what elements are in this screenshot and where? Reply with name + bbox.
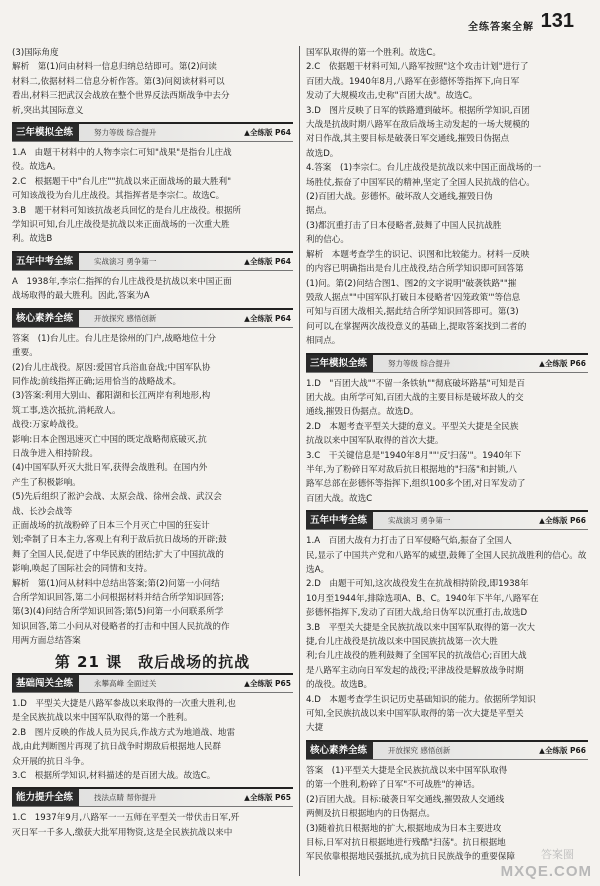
text-line: 可知该战役为台儿庄战役。其指挥者是李宗仁。故选C。 (12, 191, 225, 202)
text-line: (2)百团大战。彭德怀。破坏敌人交通线,摧毁日伪 (306, 192, 493, 203)
text-line: 役。故选A。 (12, 162, 61, 173)
column-divider (299, 46, 300, 876)
section-tag: 五年中考全练 (12, 253, 79, 270)
text-line: 相同点。 (306, 336, 341, 347)
text-line: 国军队取得的第一个胜利。故选C。 (306, 48, 441, 58)
answer-block (306, 46, 588, 349)
text-line: 是全民族抗战以来中国军队取得的第一个胜利。 (12, 713, 193, 724)
watermark-main: MXQE.COM (500, 863, 592, 880)
text-line: 抗战以来中国军队取得的首次大捷。 (306, 436, 444, 447)
text-line: 日战争进入相持阶段。 (12, 448, 98, 459)
section-header-five-year (12, 251, 293, 271)
text-line: 第(3)(4)问结合所学知识回答;第(5)问第一小问联系所学 (12, 607, 224, 618)
page-number: 131 (540, 10, 574, 32)
text-line: 捷,台儿庄战役是抗战以来中国民族抗战第一次大胜 (306, 637, 498, 648)
text-line: 众开展的抗日斗争。 (12, 756, 90, 767)
text-line: 目标,日军对抗日根据地进行残酷"扫荡"。抗日根据地 (306, 837, 506, 848)
text-line: 战场取得的最大胜利。因此,答案为A (12, 291, 150, 302)
answer-block (306, 534, 588, 736)
text-line: 4.D 本题考查学生识记历史基础知识的能力。依据所学知识 (306, 694, 536, 705)
section-subtitle: 努力等级 综合提升 (94, 128, 157, 138)
section-ref: ▲全练版 P64 (244, 256, 291, 266)
text-line: 半年,为了粉碎日军对敌后抗日根据地的"扫荡"和封锁,八 (306, 464, 518, 475)
watermark-sub: 答案圈 (541, 848, 574, 861)
text-line: 故选D。 (306, 148, 339, 159)
text-line: (3)答案:利用大别山、鄱阳湖和长江两岸有利地形,构 (12, 391, 211, 402)
text-line: 材料二,依据材料二信息分析作答。第(3)问阅读材料可以 (12, 76, 225, 87)
text-line: 2.D 由题干可知,这次战役发生在抗战相持阶段,即1938年 (306, 579, 529, 590)
text-line: 通线,摧毁日伪据点。故选D。 (306, 407, 419, 418)
text-line: 影响:日本企图迅速灭亡中国的既定战略彻底破灭,抗 (12, 434, 207, 445)
text-line: (2)台儿庄战役。原因:爱国官兵浴血奋战;中国军队协 (12, 362, 211, 373)
text-line: 场胜仗,振奋了中国军民的精神,坚定了全国人民抗战的信心。 (306, 177, 535, 188)
text-line: 1.A 由题干材料中的人物李宗仁可知"战果"是指台儿庄战 (12, 148, 232, 159)
text-line: 解析 第(1)问从材料中总结出答案;第(2)问第一小问结 (12, 578, 220, 589)
text-line: 4.答案 (1)李宗仁。台儿庄战役是抗战以来中国正面战场的一 (306, 163, 542, 174)
text-line: 1.C 1937年9月,八路军一一五师在平型关一带伏击日军,歼 (12, 813, 240, 824)
text-line: 战、长沙会战等 (12, 506, 73, 517)
text-line: 彭德怀指挥下,发动了百团大战,给日伪军以沉重打击,故选D (306, 608, 528, 619)
section-subtitle: 实战演习 勇争第一 (94, 256, 157, 266)
text-line: (3)随着抗日根据地的扩大,根据地成为日本主要进攻 (306, 823, 502, 834)
section-subtitle: 永攀高峰 全面过关 (94, 679, 157, 689)
text-line: 产生了积极影响。 (12, 477, 81, 488)
section-header-basic (12, 673, 293, 693)
text-line: 战役:万家岭战役。 (12, 420, 84, 431)
text-line: 正面战场的抗战粉碎了日本三个月灭亡中国的狂妄计 (12, 520, 210, 531)
text-line: 2.B 图片反映的作战人员为民兵,作战方式为地道战、地雷 (12, 727, 236, 738)
watermark (486, 846, 596, 882)
text-line: 重要。 (12, 348, 38, 359)
text-line: 划;牵制了日本主力,客观上有利于敌后抗日战场的开辟;鼓 (12, 535, 227, 546)
section-ref: ▲全练版 P66 (539, 516, 586, 526)
text-line: 利的信心。 (306, 235, 349, 246)
answer-block (12, 275, 293, 304)
text-line: 析,突出其国际意义 (12, 105, 84, 116)
text-line: (3)都沉重打击了日本侵略者,鼓舞了中国人民抗战胜 (306, 220, 502, 231)
section-tag: 三年模拟全练 (306, 355, 373, 372)
text-line: 答案 (1)平型关大捷是全民族抗战以来中国军队取得 (306, 765, 508, 776)
text-line: 3.B 平型关大捷是全民族抗战以来中国军队取得的第一次大 (306, 622, 535, 633)
text-line: 合所学知识回答,第二小问根据材料并结合所学知识回答; (12, 593, 224, 603)
section-tag: 三年模拟全练 (12, 124, 79, 141)
section-tag: 核心素养全练 (306, 742, 373, 759)
text-line: 民,显示了中国共产党和八路军的威望,鼓舞了全国人民抗战胜利的信心。故选A。 (306, 550, 587, 575)
text-line: 3.C 根据所学知识,材料描述的是百团大战。故选C。 (12, 771, 216, 782)
text-line: 战,由此判断图片再现了抗日战争时期敌后根据地人民群 (12, 742, 221, 753)
text-line: 是八路军主动向日军发起的战役;平津战役是解放战争时期 (306, 665, 524, 676)
text-line: 3.D 图片反映了日军的铁路遭到破坏。根据所学知识,百团 (306, 105, 530, 116)
text-line: (2)百团大战。目标:破袭日军交通线,摧毁敌人交通线 (306, 794, 505, 805)
text-line: 的第一个胜利,粉碎了日军"不可战胜"的神话。 (306, 780, 480, 791)
text-line: 1.D 平型关大捷是八路军参战以来取得的一次重大胜利,也 (12, 699, 236, 710)
text-line: 百团大战。故选C (306, 493, 373, 504)
section-subtitle: 努力等级 综合提升 (388, 358, 451, 368)
text-line: (5)先后组织了淞沪会战、太原会战、徐州会战、武汉会 (12, 492, 222, 503)
text-line: 百团大战。1940年8月,八路军在彭德怀等指挥下,向日军 (306, 76, 520, 87)
text-line: 3.C 干关键信息是"1940年8月""'反'扫荡'"。1940年下 (306, 450, 522, 461)
text-line: 大捷 (306, 723, 324, 734)
text-line: 灭日军一千多人,缴获大批军用物资,这是全民族抗战以来中 (12, 827, 233, 838)
text-line: 同作战;前线指挥正确;运用恰当的战略战术。 (12, 376, 182, 387)
left-column (12, 46, 293, 840)
text-line: 路军总部在彭德怀等指挥下,组织100多个团,对日军发动了 (306, 479, 526, 490)
text-line: 军民依靠根据地民强抵抗,成为抗日民族战争的重要保障 (306, 852, 515, 863)
text-line: A 1938年,李宗仁指挥的台儿庄战役是抗战以来中国正面 (12, 276, 232, 287)
text-line: (3)国际角度 (12, 48, 59, 58)
section-header-ability (12, 787, 293, 807)
answer-block (12, 146, 293, 247)
text-line: 解析 本题考查学生的识记、识图和比较能力。材料一反映 (306, 249, 530, 260)
text-line: 1.A 百团大战有力打击了日军侵略气焰,振奋了全国人 (306, 536, 512, 547)
section-ref: ▲全练版 P64 (244, 128, 291, 138)
text-line: 毁敌人据点""中国军队打破日本侵略者'囚笼政策'"等信息 (306, 292, 521, 303)
lesson-title: 第 21 课 敌后战场的抗战 (54, 652, 251, 671)
section-tag: 五年中考全练 (306, 512, 373, 529)
text-line: 2.C 根据题干中"台儿庄""抗战以来正面战场的最大胜利" (12, 176, 232, 187)
text-line: 舞了全国人民,促进了中华民族的团结;扩大了中国抗战的 (12, 549, 224, 560)
header-title: 全练答案全解 (468, 22, 534, 33)
text-line: 学知识可知,台儿庄战役是抗战以来正面战场的一次重大胜 (12, 220, 230, 231)
text-line: 的战役。故选B。 (306, 680, 373, 691)
section-subtitle: 开放探究 感悟创新 (94, 313, 157, 323)
text-line: 团大战。由所学可知,百团大战的主要目标是破坏敌人的交 (306, 392, 524, 403)
section-header-three-year (306, 353, 588, 373)
text-line: 的内容已明确指出是台儿庄战役,结合所学知识即可回答第 (306, 264, 524, 275)
section-ref: ▲全练版 P65 (244, 793, 291, 803)
text-line: 答案 (1)台儿庄。台儿庄是徐州的门户,战略地位十分 (12, 333, 216, 344)
text-line: 筑工事,迭次抵抗,消耗敌人。 (12, 405, 121, 416)
text-line: 10月至1944年,排除选项A、B、C。1940年下半年,八路军在 (306, 593, 539, 604)
text-line: 利;台儿庄战役的胜利鼓舞了全国军民的抗战信心;百团大战 (306, 651, 527, 662)
section-tag: 核心素养全练 (12, 310, 79, 327)
text-line: 问可以,在掌握两次战役意义的基础上,提取答案找到二者的 (306, 321, 527, 332)
section-header-five-year (306, 510, 588, 530)
answer-block (306, 377, 588, 507)
section-tag: 基础闯关全练 (12, 675, 79, 692)
text-line: 对日作战,其主要目标是破袭日军交通线,摧毁日伪据点 (306, 134, 510, 145)
text-line: 可知与百团大战相关,据此结合所学知识回答即可。第(3) (306, 307, 519, 318)
text-line: 可知,全民族抗战以来中国军队取得的第一次大捷是平型关 (306, 709, 524, 720)
answer-block (12, 811, 293, 840)
text-line: 发动了大规模攻击,史称"百团大战"。故选C。 (306, 91, 478, 102)
section-subtitle: 开放探究 感悟创新 (388, 745, 451, 755)
text-line: 用两方面总结答案 (12, 636, 81, 647)
intro-block (12, 46, 293, 118)
text-line: 2.D 本题考查平型关大捷的意义。平型关大捷是全民族 (306, 421, 519, 432)
section-ref: ▲全练版 P64 (244, 313, 291, 323)
section-ref: ▲全练版 P66 (539, 745, 586, 755)
page-header (0, 4, 600, 44)
section-subtitle: 实战演习 勇争第一 (388, 516, 451, 526)
text-line: (1)问。第(2)问结合图1、图2的文字说明"破袭铁路""摧 (306, 278, 517, 289)
text-line: 两侧及抗日根据地内的日伪据点。 (306, 809, 435, 820)
text-line: 影响,唤起了国际社会的同情和支持。 (12, 564, 153, 575)
answer-block (12, 697, 293, 783)
section-header-core (306, 740, 588, 760)
section-header-three-year (12, 122, 293, 142)
section-tag: 能力提升全练 (12, 789, 79, 806)
text-line: 1.D "百团大战""不留一条铁轨""彻底破坏路基"可知是百 (306, 378, 526, 389)
section-ref: ▲全练版 P66 (539, 358, 586, 368)
text-line: 大战是抗战时期八路军在敌后战场主动发起的一场大规模的 (306, 120, 530, 131)
text-line: 解析 第(1)问由材料一信息归纳总结即可。第(2)问读 (12, 62, 217, 73)
right-column (306, 46, 588, 865)
text-line: 看出,材料三把武汉会战放在整个世界反法西斯战争中去分 (12, 91, 230, 102)
section-subtitle: 技法点睛 帮你提升 (94, 793, 157, 803)
text-line: 2.C 依据题干材料可知,八路军按照"这个攻击计划"进行了 (306, 62, 529, 73)
section-header-core (12, 308, 293, 328)
text-line: 知识回答,第二小问从对侵略者的打击和中国人民抗战的作 (12, 621, 230, 632)
text-line: (4)中国军队歼灭大批日军,获得会战胜利。在国内外 (12, 463, 208, 474)
text-line: 据点。 (306, 206, 332, 217)
section-ref: ▲全练版 P65 (244, 679, 291, 689)
answer-block (12, 332, 293, 649)
text-line: 利。故选B (12, 234, 53, 245)
text-line: 3.B 题干材料可知该抗战老兵回忆的是台儿庄战役。根据所 (12, 205, 241, 216)
